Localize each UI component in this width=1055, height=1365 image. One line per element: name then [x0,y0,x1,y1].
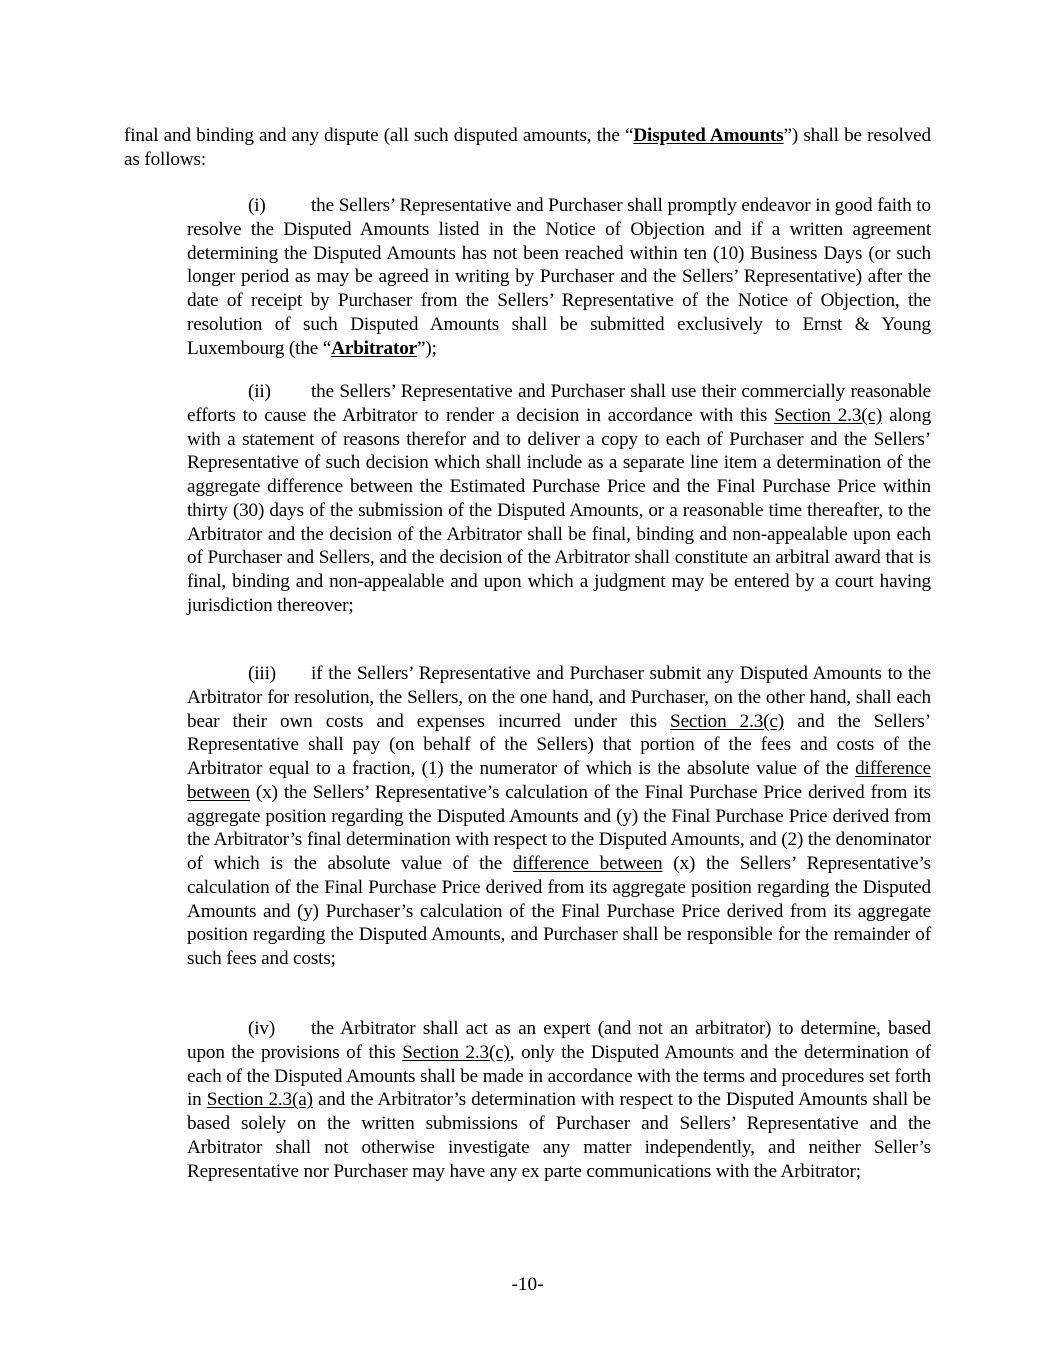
section-reference-2-3-c: Section 2.3(c) [670,710,785,732]
section-reference-2-3-a: Section 2.3(a) [206,1089,313,1111]
clause-text: (x) the Sellers’ Representative’s calculation of the Final Purchase Price derived from its aggregate position regarding the Disputed Amounts and (y) the Final Purchase Price derived from the Arbitrator’s final determination with respect to the Disputed Amounts, and (2) the denominator of which is the absolute value of the [187,781,931,874]
clause-text: along with a statement of reasons therefor and to deliver a copy to each of Purchaser and the Sellers’ Representative of such decision which shall include as a separate line item a determination of the aggregate difference between the Estimated Purchase Price and the Final Purchase Price within thirty (30) days of the submission of the Disputed Amounts, or a reasonable time thereafter, to the Arbitrator and the decision of the Arbitrator shall be final, binding and non-appealable upon each of Purchaser and Sellers, and the decision of the Arbitrator shall constitute an arbitral award that is final, binding and non-appealable and upon which a judgment may be entered by a court having jurisdiction thereover; [187,404,932,616]
defined-term-arbitrator: Arbitrator [331,337,418,359]
clause-iv [187,1017,931,1183]
page-number: -10- [511,1274,544,1295]
clause-ii [187,380,931,618]
clause-text: , only the Disputed Amounts and the determination of each of the Disputed Amounts shall be made in accordance with the terms and procedures set forth in [187,1041,931,1111]
underlined-phrase-difference-between: difference between [512,853,663,874]
intro-text-post: ”) shall be resolved as follows: [124,125,931,170]
clause-text: and the Sellers’ Representative shall pay (on behalf of the Sellers) that portion of the fees and costs of the Arbitrator equal to a fraction, (1) the numerator of which is the absolute value of the [187,710,931,779]
clause-label: (iv) [248,1018,276,1039]
defined-term-disputed-amounts: Disputed Amounts [633,125,784,146]
clause-label: (ii) [248,381,271,402]
section-reference-2-3-c: Section 2.3(c) [402,1041,510,1063]
clause-label: (i) [248,195,266,216]
clause-text: ”); [417,337,437,359]
clause-i [187,194,931,360]
section-reference-2-3-c: Section 2.3(c) [774,404,883,426]
intro-text-pre: final and binding and any dispute (all such disputed amounts, the “ [124,125,634,146]
clause-text: the Sellers’ Representative and Purchaser shall promptly endeavor in good faith to resolve the Disputed Amounts listed in the Notice of Objection and if a written agreement determining the Disputed Amounts has not been reached within ten (10) Business Days (or such longer period as may be agreed in writing by Purchaser and the Sellers’ Representative) after the date of receipt by Purchaser from the Sellers’ Representative of the Notice of Objection, the resolution of such Disputed Amounts shall be submitted exclusively to Ernst & Young Luxembourg (the “ [187,195,931,359]
clause-text: (x) the Sellers’ Representative’s calculation of the Final Purchase Price derived from its aggregate position regarding the Disputed Amounts and (y) Purchaser’s calculation of the Final Purchase Price derived from its aggregate position regarding the Disputed Amounts, and Purchaser shall be responsible for the remainder of such fees and costs; [187,853,931,969]
intro-paragraph [124,124,931,172]
clause-text: and the Arbitrator’s determination with respect to the Disputed Amounts shall be based solely on the written submissions of Purchaser and Sellers’ Representative and the Arbitrator shall not otherwise investigate any matter independently, and neither Seller’s Representative nor Purchaser may have any ex parte communications with the Arbitrator; [187,1089,931,1182]
clause-text: the Sellers’ Representative and Purchaser shall use their commercially reasonable efforts to cause the Arbitrator to render a decision in accordance with this [187,381,931,426]
clause-text: if the Sellers’ Representative and Purchaser submit any Disputed Amounts to the Arbitrator for resolution, the Sellers, on the one hand, and Purchaser, on the other hand, shall each bear their own costs and expenses incurred under this [187,663,931,732]
clause-label: (iii) [248,663,277,684]
clause-text: the Arbitrator shall act as an expert (and not an arbitrator) to determine, based upon the provisions of this [187,1018,931,1063]
underlined-phrase-difference-between: difference between [187,758,931,803]
clause-iii [187,662,931,971]
